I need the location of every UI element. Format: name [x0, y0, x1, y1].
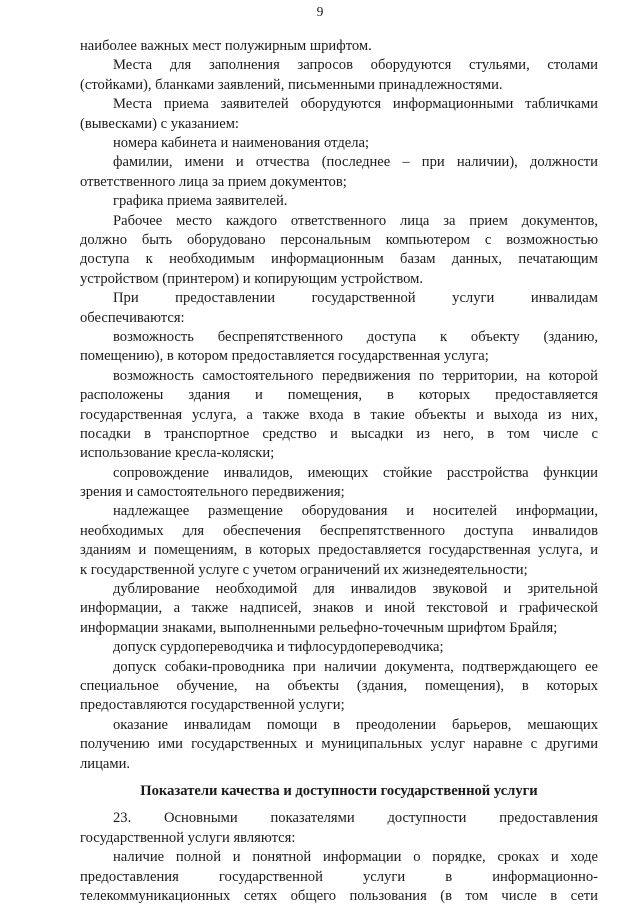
text-line: телекоммуникационных сетях общего пользования (в том числе в сети	[80, 888, 598, 904]
text-line: расположены здания и помещения, в которых предоставляется	[80, 387, 598, 403]
text-line: информации, а также надписей, знаков и иной текстовой и графической	[80, 600, 598, 616]
text-line: сопровождение инвалидов, имеющих стойкие расстройства функции	[113, 465, 598, 481]
text-line: возможность беспрепятственного доступа к объекту (зданию,	[113, 329, 598, 345]
text-line: посадки в транспортное средство и высадки из него, в том числе с	[80, 426, 598, 442]
text-line: специальное обучение, на объекты (здания, помещения), в которых	[80, 678, 598, 694]
text-line: ответственного лица за прием документов;	[80, 174, 347, 190]
text-line: Места для заполнения запросов оборудуются стульями, столами	[113, 57, 598, 73]
text-line: предоставляются государственной услуги;	[80, 697, 345, 713]
text-line: к государственной услуге с учетом ограничений их жизнедеятельности;	[80, 562, 528, 578]
text-line: обеспечиваются:	[80, 310, 185, 326]
page-number: 9	[316, 4, 324, 19]
text-line: При предоставлении государственной услуги инвалидам	[113, 290, 598, 306]
text-line: (вывесками) с указанием:	[80, 116, 239, 132]
text-line: Рабочее место каждого ответственного лица за прием документов,	[113, 213, 598, 229]
text-line: помещению), в котором предоставляется государственная услуга;	[80, 348, 489, 364]
text-line: информации знаками, выполненными рельефно-точечным шрифтом Брайля;	[80, 620, 558, 636]
text-line: устройством (принтером) и копирующим устройством.	[80, 271, 424, 287]
text-line: предоставления государственной услуги в информационно-	[80, 869, 598, 885]
text-line: надлежащее размещение оборудования и носителей информации,	[113, 503, 598, 519]
text-line: дублирование необходимой для инвалидов звуковой и зрительной	[113, 581, 598, 597]
text-line: государственная услуга, а также входа в такие объекты и выхода из них,	[80, 407, 598, 423]
text-line: наиболее важных мест полужирным шрифтом.	[80, 38, 372, 54]
text-line: допуск сурдопереводчика и тифлосурдопереводчика;	[113, 639, 444, 655]
text-line: необходимых для обеспечения беспрепятственного доступа инвалидов	[80, 523, 598, 539]
text-line: графика приема заявителей.	[113, 193, 288, 209]
text-line: (стойками), бланками заявлений, письменными принадлежностями.	[80, 77, 503, 93]
text-line: Места приема заявителей оборудуются информационными табличками	[113, 96, 598, 112]
text-line: фамилии, имени и отчества (последнее – при наличии), должности	[113, 154, 598, 170]
text-line: допуск собаки-проводника при наличии документа, подтверждающего ее	[113, 659, 598, 675]
text-line: зданиям и помещениям, в которых предоставляется государственная услуга, и	[80, 542, 598, 558]
text-line: номера кабинета и наименования отдела;	[113, 135, 370, 151]
text-line: государственной услуги являются:	[80, 830, 296, 846]
text-line: 23. Основными показателями доступности предоставления	[113, 810, 598, 826]
text-line: использование кресла-коляски;	[80, 445, 275, 461]
text-line: наличие полной и понятной информации о порядке, сроках и ходе	[113, 849, 598, 865]
text-line: должно быть оборудовано персональным компьютером с возможностью	[80, 232, 598, 248]
text-line: доступа к необходимым информационным базам данных, печатающим	[80, 251, 598, 267]
text-line: оказание инвалидам помощи в преодолении барьеров, мешающих	[113, 717, 598, 733]
text-line: зрения и самостоятельного передвижения;	[80, 484, 345, 500]
section-heading: Показатели качества и доступности государственной услуги	[140, 783, 538, 799]
text-line: получению ими государственных и муниципальных услуг наравне с другими	[80, 736, 598, 752]
text-line: возможность самостоятельного передвижения по территории, на которой	[113, 368, 598, 384]
text-line: лицами.	[80, 756, 131, 772]
